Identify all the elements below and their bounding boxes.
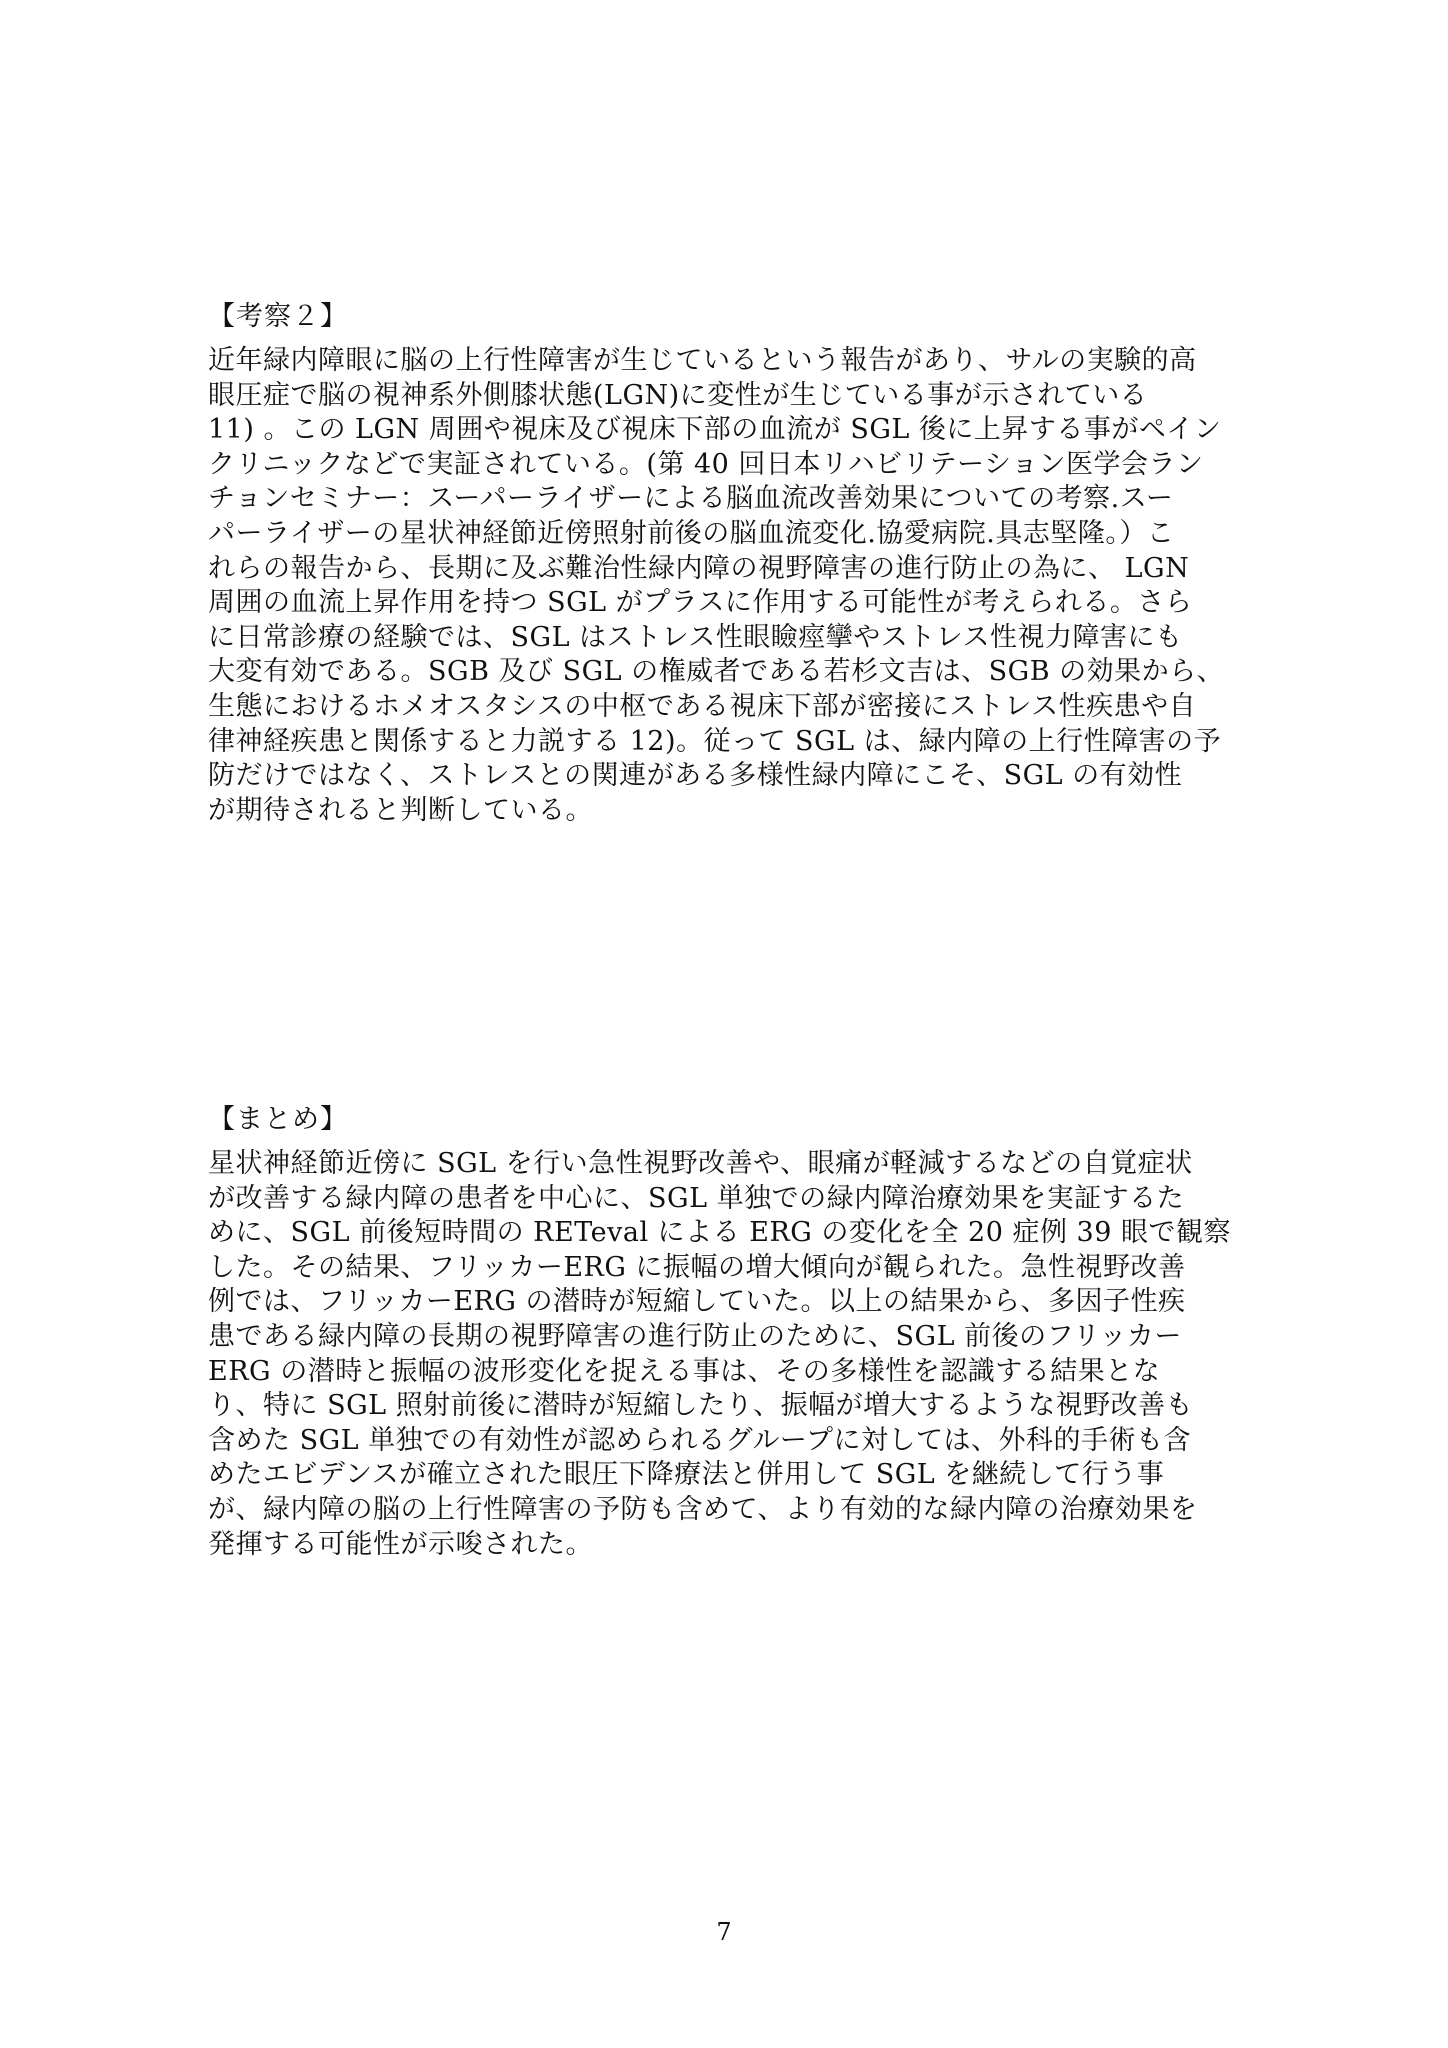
text-line: 律神経疾患と関係すると力説する 12)。従って SGL は、緑内障の上行性障害の予 — [208, 725, 1222, 757]
text-line: 防だけではなく、ストレスとの関連がある多様性緑内障にこそ、SGL の有効性 — [208, 760, 1183, 792]
text-line: めに、SGL 前後短時間の RETeval による ERG の変化を全 20 症例 39 眼で観察 — [208, 1217, 1231, 1249]
text-line: 周囲の血流上昇作用を持つ SGL がプラスに作用する可能性が考えられる。さら — [208, 587, 1193, 619]
text-line: パーライザーの星状神経節近傍照射前後の脳血流変化.協愛病院.具志堅隆。）こ — [208, 517, 1175, 549]
text-line: 大変有効である。SGB 及び SGL の権威者である若杉文吉は、SGB の効果から、 — [208, 656, 1225, 688]
text-line: 星状神経節近傍に SGL を行い急性視野改善や、眼痛が軽減するなどの自覚症状 — [208, 1148, 1193, 1179]
section-discussion-2 — [208, 300, 1252, 828]
text-line: 眼圧症で脳の視神系外側膝状態(LGN)に変性が生じている事が示されている — [208, 379, 1148, 411]
text-line: が期待されると判断している。 — [208, 794, 593, 826]
text-line: り、特に SGL 照射前後に潜時が短縮したり、振幅が増大するような視野改善も — [208, 1390, 1194, 1422]
text-line: 含めた SGL 単独での有効性が認められるグループに対しては、外科的手術も含 — [208, 1424, 1191, 1456]
text-line: した。その結果、フリッカーERG に振幅の増大傾向が観られた。急性視野改善 — [208, 1251, 1186, 1283]
paragraph — [208, 344, 1252, 828]
text-line: れらの報告から、長期に及ぶ難治性緑内障の視野障害の進行防止の為に、 LGN — [208, 552, 1190, 584]
paragraph — [208, 1147, 1252, 1562]
text-line: 発揮する可能性が示唆された。 — [208, 1528, 593, 1560]
section-summary — [208, 1103, 1252, 1562]
section-heading: 【まとめ】 — [208, 1104, 348, 1135]
text-line: 近年緑内障眼に脳の上行性障害が生じているという報告があり、サルの実験的高 — [208, 345, 1197, 376]
text-line: チョンセミナー：スーパーライザーによる脳血流改善効果についての考察.スー — [208, 483, 1174, 515]
text-line: 患である緑内障の長期の視野障害の進行防止のために、SGL 前後のフリッカー — [208, 1320, 1182, 1352]
text-line: 11) 。この LGN 周囲や視床及び視床下部の血流が SGL 後に上昇する事がペイン — [208, 414, 1222, 446]
text-line: 例では、フリッカーERG の潜時が短縮していた。以上の結果から、多因子性疾 — [208, 1286, 1186, 1318]
text-line: が、緑内障の脳の上行性障害の予防も含めて、より有効的な緑内障の治療効果を — [208, 1493, 1198, 1525]
page-number: 7 — [716, 1918, 732, 1946]
section-heading: 【考察２】 — [208, 301, 348, 332]
text-line: に日常診療の経験では、SGL はストレス性眼瞼痙攣やストレス性視力障害にも — [208, 621, 1183, 653]
text-line: が改善する緑内障の患者を中心に、SGL 単独での緑内障治療効果を実証するた — [208, 1182, 1185, 1214]
text-line: クリニックなどで実証されている。(第 40 回日本リハビリテーション医学会ラン — [208, 448, 1204, 480]
text-line: ERG の潜時と振幅の波形変化を捉える事は、その多様性を認識する結果とな — [208, 1355, 1161, 1387]
text-line: めたエビデンスが確立された眼圧下降療法と併用して SGL を継続して行う事 — [208, 1459, 1165, 1491]
text-line: 生態におけるホメオスタシスの中枢である視床下部が密接にストレス性疾患や自 — [208, 690, 1197, 722]
